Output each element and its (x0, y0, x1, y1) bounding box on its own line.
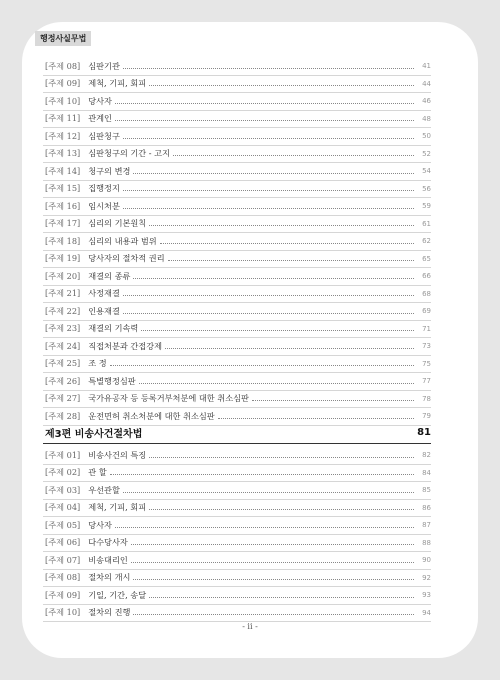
page-number: 71 (422, 324, 431, 333)
topic-title: 심판청구 (88, 130, 120, 141)
toc-entry (43, 500, 431, 518)
toc-entry (43, 391, 431, 409)
dot-leader (168, 260, 414, 261)
topic-title: 다수당사자 (88, 537, 128, 548)
dot-leader (165, 348, 414, 349)
topic-title: 심리의 기본원칙 (88, 218, 147, 229)
toc-entry (43, 321, 431, 339)
page-number: 77 (422, 377, 431, 386)
topic-title: 특별행정심판 (88, 375, 136, 386)
dot-leader (123, 208, 414, 209)
page-number: 50 (422, 132, 431, 141)
dot-leader (218, 418, 414, 419)
toc-list-part3 (43, 447, 431, 622)
dot-leader (123, 492, 414, 493)
section-page-number: 81 (417, 427, 431, 438)
dot-leader (115, 103, 414, 104)
dot-leader (133, 173, 414, 174)
page-number: 86 (422, 503, 431, 512)
topic-number: [주제 28] (45, 410, 81, 421)
dot-leader (123, 313, 414, 314)
topic-number: [주제 09] (45, 78, 81, 89)
topic-title: 비송사건의 특징 (88, 449, 147, 460)
page-number: 61 (422, 219, 431, 228)
topic-title: 관계인 (88, 113, 112, 124)
toc-entry (43, 605, 431, 623)
dot-leader (133, 579, 414, 580)
topic-number: [주제 10] (45, 607, 81, 618)
topic-title: 제척, 기피, 회피 (88, 502, 147, 513)
dot-leader (123, 295, 414, 296)
topic-title: 당사자의 절차적 권리 (88, 253, 165, 264)
toc-entry (43, 268, 431, 286)
dot-leader (149, 597, 414, 598)
page-number: 88 (422, 538, 431, 547)
page-number: 75 (422, 359, 431, 368)
page-number: 85 (422, 486, 431, 495)
page-number: 79 (422, 412, 431, 421)
page-number: 84 (422, 468, 431, 477)
page-number: 56 (422, 184, 431, 193)
topic-title: 운전면허 취소처분에 대한 취소심판 (88, 410, 215, 421)
toc-entry (43, 303, 431, 321)
topic-number: [주제 24] (45, 340, 81, 351)
toc-entry (43, 198, 431, 216)
topic-number: [주제 04] (45, 502, 81, 513)
topic-title: 인용재결 (88, 305, 120, 316)
toc-entry (43, 482, 431, 500)
page-number: 82 (422, 451, 431, 460)
page-number: 59 (422, 202, 431, 211)
topic-number: [주제 18] (45, 235, 81, 246)
topic-number: [주제 19] (45, 253, 81, 264)
dot-leader (123, 190, 414, 191)
page-number: 65 (422, 254, 431, 263)
topic-title: 사정재결 (88, 288, 120, 299)
dot-leader (133, 278, 414, 279)
dot-leader (115, 527, 414, 528)
topic-number: [주제 12] (45, 130, 81, 141)
page-number: 66 (422, 272, 431, 281)
topic-number: [주제 01] (45, 449, 81, 460)
topic-number: [주제 26] (45, 375, 81, 386)
topic-number: [주제 15] (45, 183, 81, 194)
topic-title: 재결의 기속력 (88, 323, 139, 334)
dot-leader (141, 330, 414, 331)
toc-entry (43, 338, 431, 356)
page-number: 90 (422, 556, 431, 565)
topic-title: 관 할 (88, 467, 107, 478)
section-heading (43, 422, 431, 444)
dot-leader (149, 225, 414, 226)
running-header: 행정사실무법 (35, 31, 91, 46)
topic-number: [주제 27] (45, 393, 81, 404)
dot-leader (160, 243, 414, 244)
toc-entry (43, 251, 431, 269)
page-number: 93 (422, 591, 431, 600)
toc-entry (43, 356, 431, 374)
toc-entry (43, 373, 431, 391)
page-number: 94 (422, 608, 431, 617)
toc-entry (43, 465, 431, 483)
toc-entry (43, 233, 431, 251)
toc-entry (43, 128, 431, 146)
page-number: 92 (422, 573, 431, 582)
dot-leader (110, 365, 414, 366)
toc-entry (43, 447, 431, 465)
topic-number: [주제 23] (45, 323, 81, 334)
toc-list-part2 (43, 58, 431, 426)
toc-entry (43, 286, 431, 304)
dot-leader (149, 85, 414, 86)
toc-entry (43, 517, 431, 535)
page-number: 54 (422, 167, 431, 176)
page-number: 68 (422, 289, 431, 298)
topic-title: 기일, 기간, 송달 (88, 589, 147, 600)
dot-leader (123, 68, 414, 69)
toc-entry (43, 93, 431, 111)
topic-title: 청구의 변경 (88, 165, 131, 176)
dot-leader (133, 614, 414, 615)
dot-leader (131, 562, 414, 563)
page-number: 87 (422, 521, 431, 530)
topic-title: 비송대리인 (88, 554, 128, 565)
topic-number: [주제 17] (45, 218, 81, 229)
dot-leader (110, 474, 414, 475)
page-number: 46 (422, 97, 431, 106)
toc-entry (43, 552, 431, 570)
topic-title: 재결의 종류 (88, 270, 131, 281)
topic-number: [주제 22] (45, 305, 81, 316)
topic-title: 임시처분 (88, 200, 120, 211)
topic-title: 당사자 (88, 95, 112, 106)
section-title: 제3편 비송사건절차법 (45, 429, 143, 440)
topic-title: 당사자 (88, 519, 112, 530)
toc-entry (43, 76, 431, 94)
dot-leader (115, 120, 414, 121)
dot-leader (252, 400, 414, 401)
topic-title: 직접처분과 간접강제 (88, 340, 163, 351)
toc-entry (43, 181, 431, 199)
toc-entry (43, 111, 431, 129)
toc-entry (43, 163, 431, 181)
topic-number: [주제 02] (45, 467, 81, 478)
topic-number: [주제 13] (45, 148, 81, 159)
page-number: 62 (422, 237, 431, 246)
toc-entry (43, 58, 431, 76)
dot-leader (139, 383, 414, 384)
topic-number: [주제 25] (45, 358, 81, 369)
toc-entry (43, 216, 431, 234)
toc-entry (43, 146, 431, 164)
topic-number: [주제 08] (45, 572, 81, 583)
page-number: 41 (422, 62, 431, 71)
dot-leader (173, 155, 414, 156)
topic-number: [주제 06] (45, 537, 81, 548)
topic-number: [주제 11] (45, 113, 81, 124)
topic-title: 심리의 내용과 범위 (88, 235, 157, 246)
topic-number: [주제 21] (45, 288, 81, 299)
dot-leader (123, 138, 414, 139)
page-number: 52 (422, 149, 431, 158)
topic-number: [주제 08] (45, 60, 81, 71)
topic-number: [주제 09] (45, 589, 81, 600)
topic-title: 절차의 개시 (88, 572, 131, 583)
topic-title: 제척, 기피, 회피 (88, 78, 147, 89)
topic-number: [주제 14] (45, 165, 81, 176)
topic-number: [주제 10] (45, 95, 81, 106)
topic-number: [주제 16] (45, 200, 81, 211)
topic-title: 우선관할 (88, 484, 120, 495)
page-footer: - ii - (242, 622, 258, 631)
topic-number: [주제 03] (45, 484, 81, 495)
topic-title: 심판청구의 기간 - 고지 (88, 148, 170, 159)
topic-number: [주제 20] (45, 270, 81, 281)
topic-title: 조 정 (88, 358, 107, 369)
dot-leader (131, 544, 414, 545)
topic-number: [주제 05] (45, 519, 81, 530)
toc-entry (43, 587, 431, 605)
toc-entry (43, 570, 431, 588)
topic-title: 국가유공자 등 등록거부처분에 대한 취소심판 (88, 393, 249, 404)
page-number: 44 (422, 79, 431, 88)
page-number: 69 (422, 307, 431, 316)
page-number: 48 (422, 114, 431, 123)
topic-title: 집행정지 (88, 183, 120, 194)
topic-number: [주제 07] (45, 554, 81, 565)
dot-leader (149, 457, 414, 458)
topic-title: 절차의 진행 (88, 607, 131, 618)
page-number: 78 (422, 394, 431, 403)
toc-entry (43, 535, 431, 553)
topic-title: 심판기관 (88, 60, 120, 71)
dot-leader (149, 509, 414, 510)
page-number: 73 (422, 342, 431, 351)
